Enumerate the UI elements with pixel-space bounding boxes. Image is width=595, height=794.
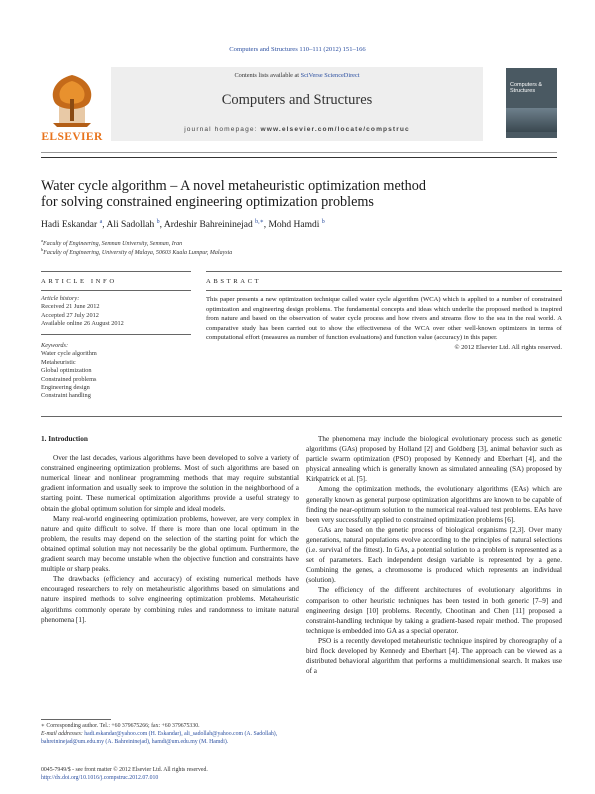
keyword: Global optimization [41, 367, 92, 375]
article-info-rule [41, 271, 191, 272]
title-line-2: for solving constrained engineering optimization problems [41, 194, 374, 211]
title-line-1: Water cycle algorithm – A novel metaheuristic optimization method [41, 178, 426, 194]
homepage-prefix: journal homepage: [184, 126, 261, 133]
email-links[interactable]: hadi.eskandar@yahoo.com (H. Eskandar), ali_sadollah@yahoo.com (A. Sadollah), bahreininejad@um.edu.my (A. Bahreininejad), hamdi@um.edu.my (M. Hamdi). [41, 731, 278, 746]
article-info-subrule [41, 290, 191, 291]
affiliation-b [41, 247, 232, 256]
left-column [41, 434, 299, 625]
keyword: Constraint handling [41, 392, 91, 400]
homepage-url[interactable]: www.elsevier.com/locate/compstruc [260, 126, 410, 133]
author-affiliation-mark[interactable]: b [156, 219, 160, 225]
header-divider [41, 157, 557, 158]
keyword: Water cycle algorithm [41, 350, 97, 358]
right-column [306, 434, 562, 676]
history-accepted: Accepted 27 July 2012 [41, 311, 99, 319]
journal-homepage [111, 126, 483, 133]
corresponding-author-note: ∗ Corresponding author. Tel.: +60 379675266; fax: +60 379675330. [41, 723, 200, 729]
paragraph: Among the optimization methods, the evolutionary algorithms (EAs) which are generally known as general purpose optimization algorithms are known to be capable of finding the near-optimum solution to the numerical real-valued test problems. EAs have been very successfully applied to constrained optimization problems [6]. [306, 485, 562, 524]
abstract-subrule [206, 290, 562, 291]
affiliation-text: Faculty of Engineering, Semnan University, Semnan, Iran [43, 241, 183, 247]
history-received: Received 21 June 2012 [41, 303, 100, 311]
history-online: Available online 26 August 2012 [41, 320, 124, 328]
cover-image-strip [506, 108, 557, 132]
author-affiliation-mark[interactable]: b,∗ [255, 219, 264, 225]
affiliation-text: Faculty of Engineering, University of Malaya, 50603 Kuala Lumpur, Malaysia [43, 250, 233, 256]
journal-cover-thumbnail [506, 68, 557, 138]
contents-prefix: Contents lists available at [234, 72, 301, 79]
abstract-bottom-rule [41, 416, 562, 417]
section-heading: 1. Introduction [41, 434, 88, 443]
author-affiliation-mark[interactable]: a [99, 219, 103, 225]
journal-header [41, 67, 557, 151]
bottom-info [41, 766, 208, 783]
cover-title: Computers & Structures [510, 82, 543, 94]
keyword: Engineering design [41, 384, 90, 392]
publisher-name: ELSEVIER [41, 131, 103, 143]
issn-line: 0045-7949/$ - see front matter © 2012 Elsevier Ltd. All rights reserved. [41, 767, 208, 773]
abstract-body [206, 295, 562, 353]
paragraph: The drawbacks (efficiency and accuracy) of existing numerical methods have encouraged researchers to rely on metaheuristic algorithms based on simulations and nature inspired methods to solve engineering optimization problems. Metaheuristic algorithms commonly operate by combining rules and randomness to imitate natural phenomena [1]. [41, 575, 299, 624]
paragraph: Many real-world engineering optimization problems, however, are very complex in nature and quite difficult to solve. If there is more than one local optimum in the problem, the results may depend on the selection of the starting point for which the obtained optimal solution may not necessarily be the global optimum. Furthermore, the gradient search may become unstable when the objective function and constraints have multiple or sharp peaks. [41, 514, 299, 574]
abstract-rule [206, 271, 562, 272]
paragraph: GAs are based on the genetic process of biological organisms [2,3]. Over many generations, natural populations evolve according to the principles of natural selections (i.e. survival of the fittest). In GAs, a potential solution to a problem is represented as a set of parameters. Each independent design variable is represented by a gene. Combining the genes, a chromosome is produced which represents an individual (solution). [306, 525, 562, 585]
journal-citation[interactable]: Computers and Structures 110–111 (2012) 151–166 [229, 46, 366, 53]
abstract-heading: ABSTRACT [206, 278, 262, 285]
keywords-label: Keywords: [41, 342, 69, 349]
email-addresses [41, 730, 299, 746]
paragraph: The efficiency of the different architectures of evolutionary algorithms in comparison to other heuristic techniques has been tested in both generic [7–9] and engineering design [10] problems. Recently, Chootinan and Chen [11] proposed a constraint-handling technique by taking a gradient-based repair method. The proposed technique is embedded into GA as a special operator. [306, 586, 562, 635]
abstract-text: This paper presents a new optimization technique called water cycle algorithm (WCA) which is applied to a number of constrained optimization and engineering design problems. The fundamental concepts and ideas which underlie the proposed method is inspired from nature and based on the observation of water cycle process and how rivers and streams flow to the sea in the real world. A comparative study has been carried out to show the effectiveness of the WCA over other well-known optimizers in terms of computational effort (measures as number of function evaluations) and function value (accuracy) in this paper. [206, 296, 562, 342]
author-name: Mohd Hamdi [268, 220, 320, 231]
elsevier-logo [41, 71, 103, 149]
keyword: Metaheuristic [41, 358, 76, 366]
history-divider [41, 334, 191, 335]
footnote-rule [41, 719, 111, 720]
paragraph: The phenomena may include the biological evolutionary process such as genetic algorithms (GAs) proposed by Holland [2] and Goldberg [3], animal behavior such as particle swarm optimization (PSO) proposed by Kennedy and Eberhart [4], and the physical annealing which is generally known as simulated annealing (SA) proposed by Kirkpatrick et al. [5]. [306, 435, 562, 484]
author-affiliation-mark[interactable]: b [321, 219, 325, 225]
sciencedirect-link[interactable]: SciVerse ScienceDirect [300, 72, 360, 79]
author-name: Hadi Eskandar [41, 220, 98, 231]
journal-banner [111, 67, 483, 141]
abstract-copyright: © 2012 Elsevier Ltd. All rights reserved. [454, 343, 562, 351]
paragraph: PSO is a recently developed metaheuristic technique inspired by choreography of a bird flock developed by Kennedy and Eberhart [4]. The approach can be viewed as a distributed behavioral algorithm that performs a multidimensional search. It makes use of a [306, 636, 562, 676]
doi-link[interactable]: http://dx.doi.org/10.1016/j.compstruc.2012.07.010 [41, 775, 159, 782]
history-label: Article history: [41, 295, 80, 302]
keyword: Constrained problems [41, 375, 97, 383]
author-name: Ardeshir Bahreininejad [163, 220, 253, 231]
affiliation-mark: a [41, 238, 43, 243]
contents-line [111, 72, 483, 79]
author-name: Ali Sadollah [106, 220, 155, 231]
article-history [41, 295, 124, 329]
article-title [41, 178, 561, 211]
author-list: Hadi Eskandar $^a$, Ali Sadollah $^b$, Ardeshir Bahreininejad $^{b,∗}$, Mohd Hamdi $^b$ [41, 219, 325, 231]
keywords-block [41, 342, 97, 401]
header-divider-thin [41, 152, 557, 153]
affiliation-mark: b [41, 247, 44, 252]
article-info-heading: ARTICLE INFO [41, 278, 117, 285]
journal-name: Computers and Structures [221, 92, 373, 108]
paragraph: Over the last decades, various algorithms have been developed to solve a variety of constrained engineering optimization problems. Most of such algorithms are based on numerical linear and nonlinear programming methods that may require substantial gradient information and usually seek to improve the solution in the neighborhood of a starting point. These numerical optimization algorithms provide a useful strategy to obtain the global optimum solution for simple and ideal models. [41, 454, 299, 513]
footnote [41, 722, 299, 747]
email-label: E-mail addresses: [41, 731, 83, 738]
affiliation-a [41, 238, 182, 247]
